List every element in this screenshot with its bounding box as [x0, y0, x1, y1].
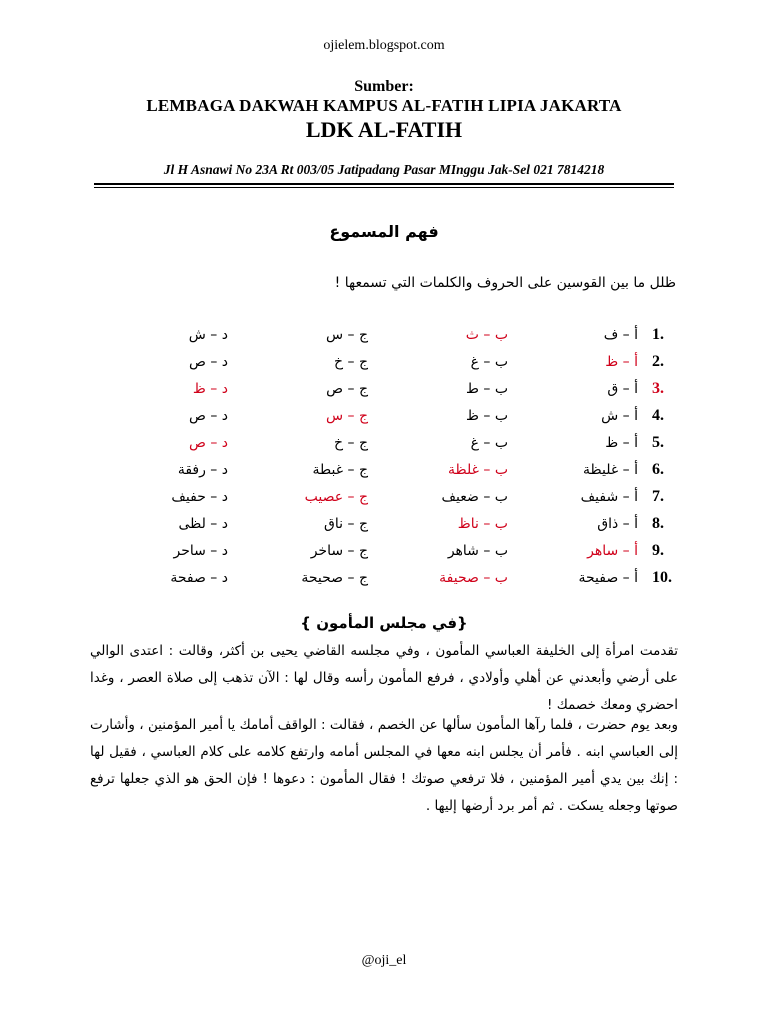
option-b-answer: ب – غلظة: [447, 462, 508, 478]
option-a: أ – ظ: [605, 435, 638, 451]
row-number: 7.: [652, 488, 664, 505]
option-c: ج – غبطة: [312, 462, 368, 478]
organization-short-name: LDK AL-FATIH: [305, 117, 463, 142]
option-a: أ – ق: [607, 381, 638, 397]
row-number: 6.: [652, 461, 664, 478]
row-number: 3.: [652, 380, 664, 397]
option-b: ب – شاهر: [447, 543, 508, 559]
row-number: 5.: [652, 434, 664, 451]
option-b: ب – ضعيف: [441, 489, 508, 505]
option-d: د – ساحر: [173, 543, 228, 559]
row-number: 2.: [652, 353, 664, 370]
source-label: Sumber:: [354, 78, 414, 95]
option-c: ج – خ: [334, 354, 368, 370]
option-c: ج – صحيحة: [301, 570, 368, 586]
organization-name: LEMBAGA DAKWAH KAMPUS AL-FATIH LIPIA JAKARTA: [146, 96, 622, 115]
option-c: ج – خ: [334, 435, 368, 451]
option-c-answer: ج – س: [325, 408, 368, 424]
option-a: أ – ش: [601, 408, 638, 424]
option-b: ب – غ: [470, 354, 508, 370]
option-d: د – ش: [188, 327, 228, 343]
option-a: أ – ذاق: [597, 516, 638, 532]
option-c: ج – ص: [326, 381, 368, 397]
option-d: د – لظى: [178, 516, 228, 532]
story-title: {في مجلس المأمون }: [300, 614, 468, 632]
section-title: فهم المسموع: [329, 222, 439, 241]
option-d-answer: د – ظ: [192, 381, 228, 397]
option-a: أ – ف: [603, 327, 638, 343]
option-b: ب – ط: [465, 381, 508, 397]
option-b-answer: ب – ث: [465, 327, 508, 343]
option-d: د – حفيف: [171, 489, 228, 505]
footer-handle: @oji_el: [361, 953, 407, 968]
site-url: ojielem.blogspot.com: [323, 38, 445, 53]
row-number: 1.: [652, 326, 664, 343]
option-a: أ – شفيف: [580, 489, 638, 505]
option-a-answer: أ – ساهر: [587, 543, 638, 559]
story-paragraph-2: وبعد يوم حضرت ، فلما رآها المأمون سألها عن الخصم ، فقالت : الواقف أمامك يا أمير المؤمنين ، وأشارت إلى العباسي ابنه . فأمر أن يجلس ابنه معها في المجلس أمامه وارتفع كلامه على كلام العباسي ، فقيل لها : إنك بين يدي أمير المؤمنين ، فلا ترفعي صوتك ! فقال المأمون : دعوها ! فإن الحق هو الذي جعلها ترفع صوتها وجعله يسكت . ثم أمر برد أرضها إليها .: [90, 717, 678, 814]
option-c: ج – ساخر: [310, 543, 368, 559]
option-d-answer: د – ص: [188, 435, 228, 451]
story-paragraph-1: تقدمت امرأة إلى الخليفة العباسي المأمون ، وفي مجلسه القاضي يحيى بن أكثر، وقالت : اعتدى الوالي على أرضي وأبعدني عن أهلي وأولادي ، فرفع المأمون رأسه وقال لها : الآن تذهب إلى صلاة العصر ، وغدا احضري ومعك خصمك !: [90, 643, 678, 713]
option-b-answer: ب – ناظ: [457, 516, 508, 532]
instruction: ظلل ما بين القوسين على الحروف والكلمات التي تسمعها !: [334, 275, 676, 291]
option-b-answer: ب – صحيفة: [439, 570, 508, 586]
option-d: د – رفقة: [177, 462, 228, 478]
option-b: ب – غ: [470, 435, 508, 451]
address-line: Jl H Asnawi No 23A Rt 003/05 Jatipadang Pasar MInggu Jak-Sel 021 7814218: [163, 162, 605, 177]
option-a: أ – صفيحة: [578, 570, 638, 586]
option-d: د – ص: [188, 408, 228, 424]
option-d: د – صفحة: [170, 570, 228, 586]
option-c: ج – ناق: [324, 516, 368, 532]
row-number: 8.: [652, 515, 664, 532]
option-a-answer: أ – ظ: [605, 354, 638, 370]
option-b: ب – ظ: [465, 408, 508, 424]
header-divider-thick: [94, 183, 674, 185]
option-c-answer: ج – عصيب: [304, 489, 368, 505]
option-d: د – ص: [188, 354, 228, 370]
option-a: أ – غليظة: [583, 462, 638, 478]
row-number: 9.: [652, 542, 664, 559]
option-c: ج – س: [325, 327, 368, 343]
header-divider-thin: [94, 187, 674, 188]
row-number: 10.: [652, 569, 672, 586]
row-number: 4.: [652, 407, 664, 424]
